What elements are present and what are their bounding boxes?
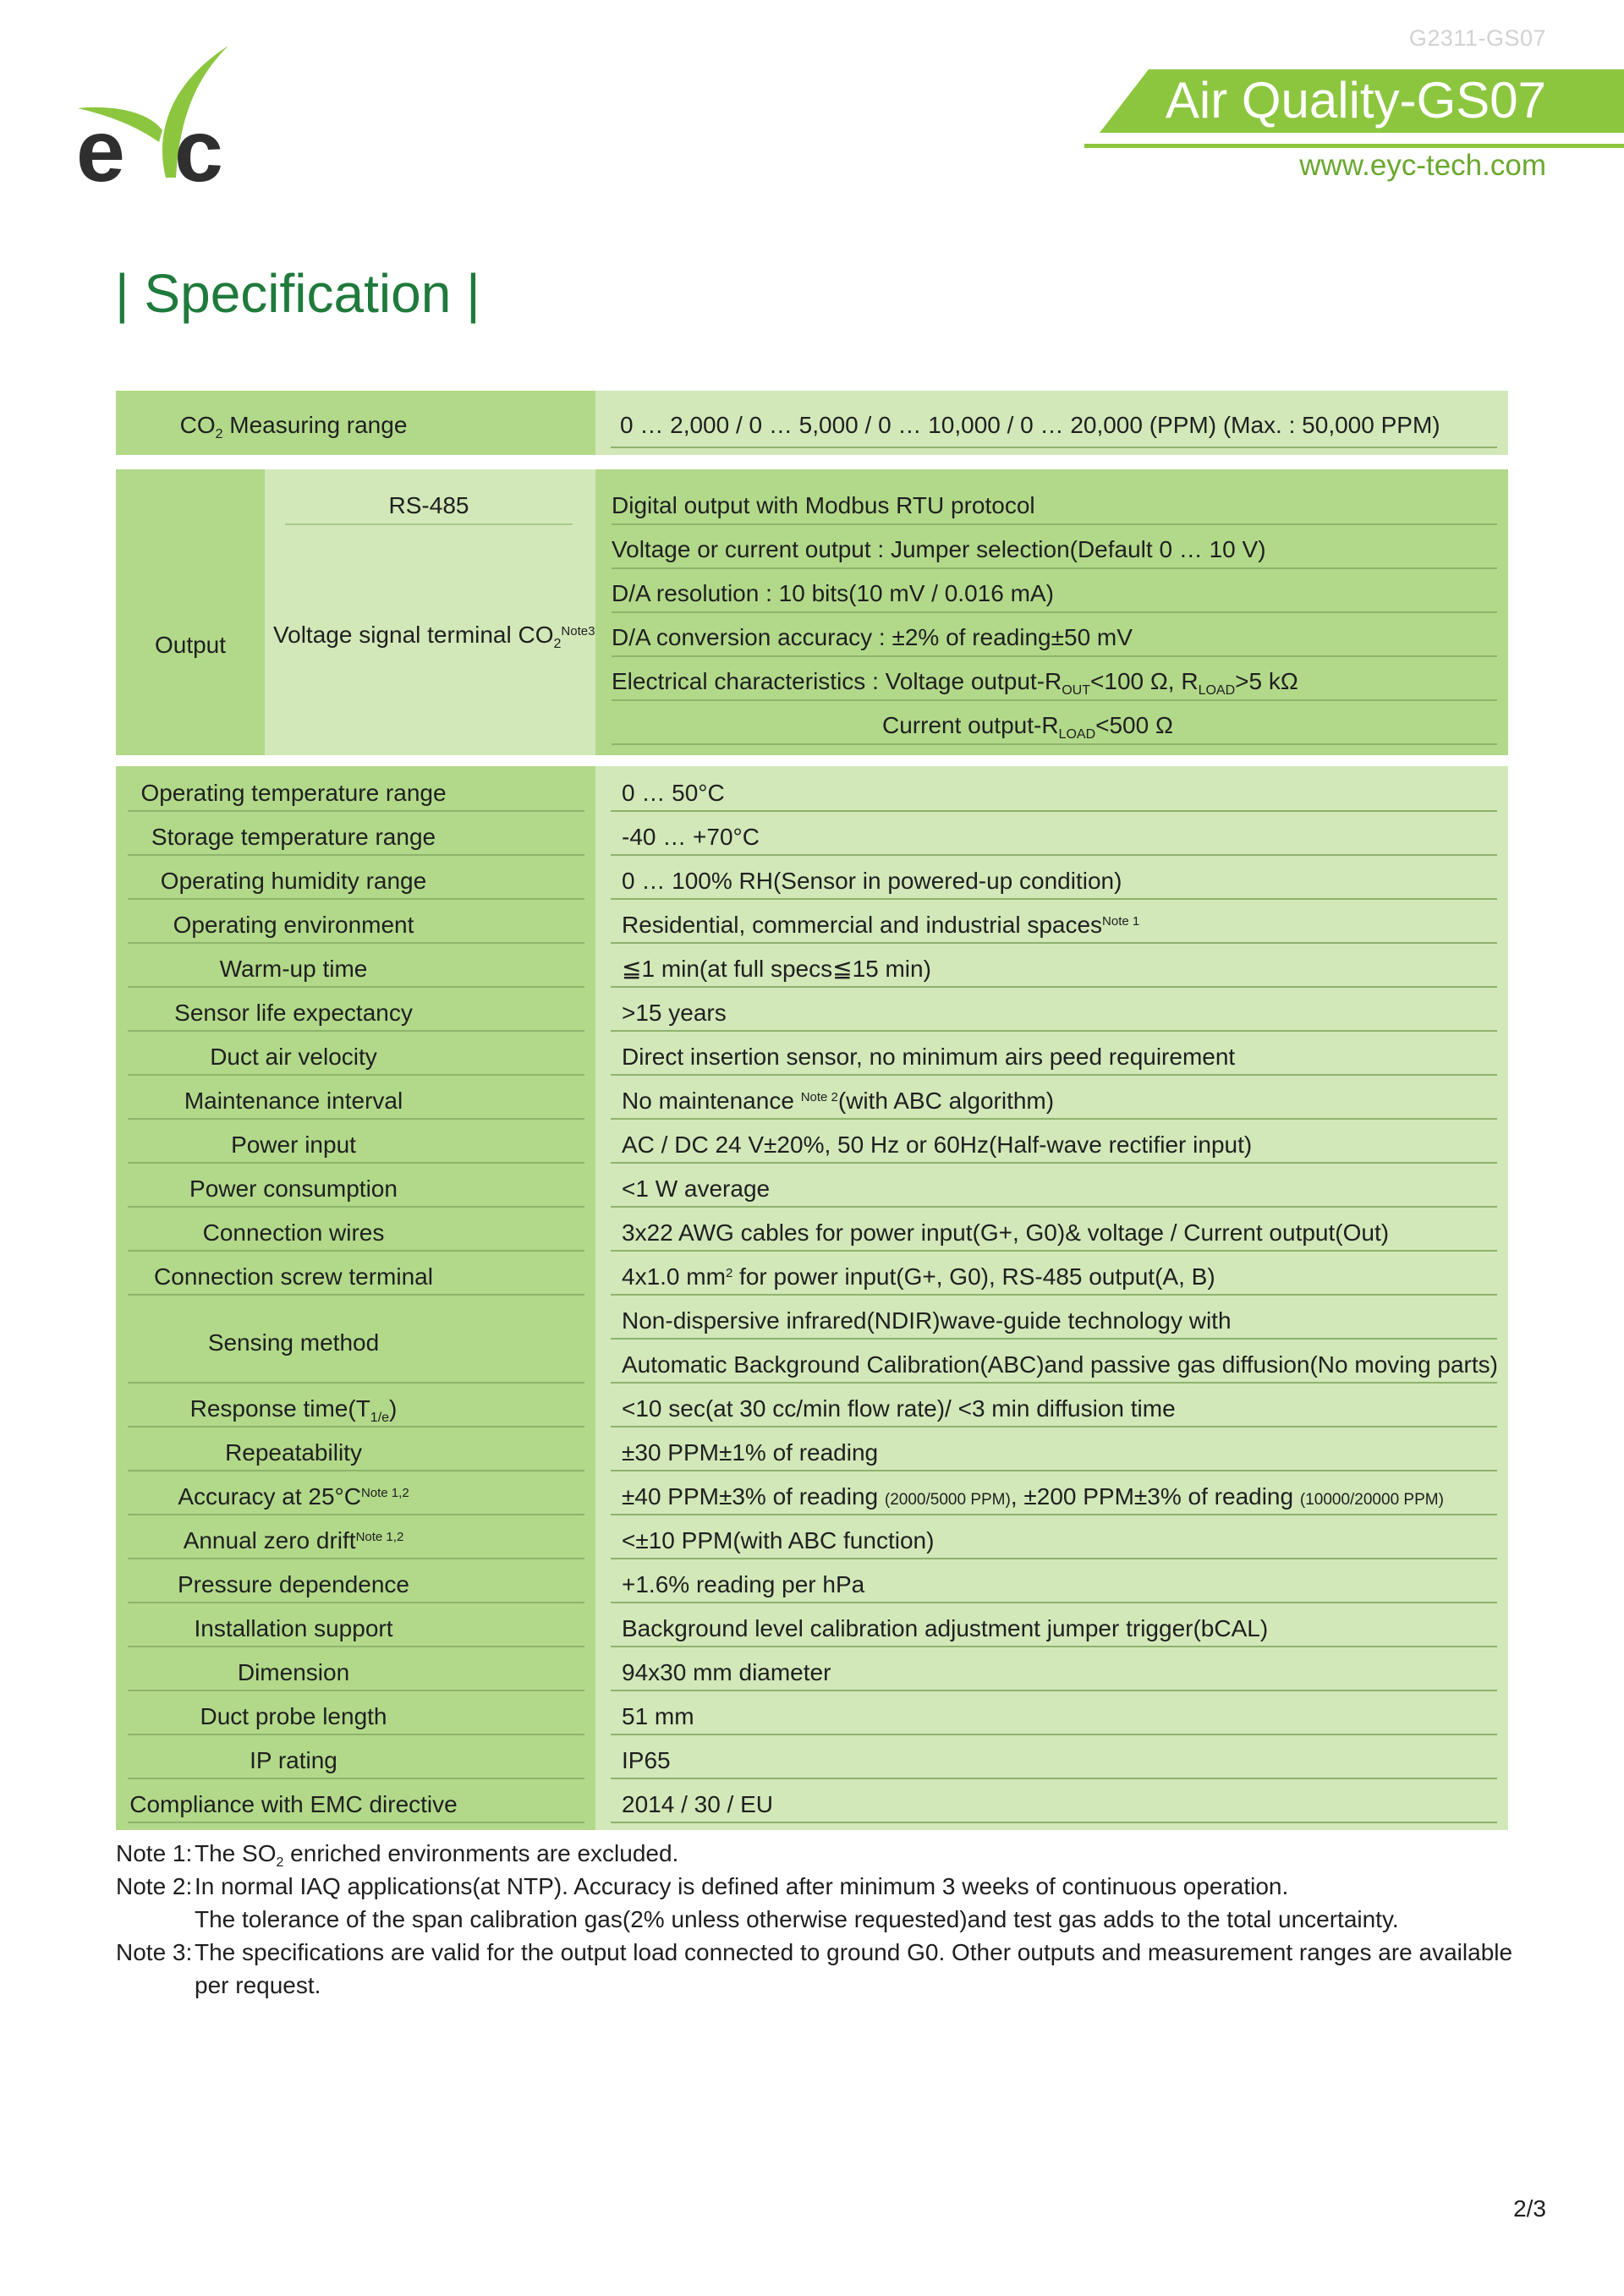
spec-value: <±10 PPM(with ABC function) (622, 1527, 935, 1553)
row-separator-label (128, 1734, 584, 1735)
spec-value: AC / DC 24 V±20%, 50 Hz or 60Hz(Half-wave rectifier input) (622, 1132, 1253, 1158)
row-separator-label (128, 986, 584, 988)
document-title: Air Quality-GS07 (1165, 72, 1546, 129)
row-separator-label (128, 1206, 584, 1208)
row-separator-label (128, 1514, 584, 1515)
row-separator-label (128, 898, 584, 900)
spec-value: Background level calibration adjustment jumper trigger(bCAL) (622, 1615, 1269, 1641)
row-separator-label (128, 1294, 584, 1296)
row-separator-value (611, 1602, 1497, 1603)
note-2: Note 2:In normal IAQ applications(at NTP). Accuracy is defined after minimum 3 weeks of continuous operation. (116, 1873, 1289, 1899)
da-resolution-value: D/A resolution : 10 bits(10 mV / 0.016 mA) (612, 580, 1054, 606)
note-3: Note 3:The specifications are valid for the output load connected to ground G0. Other outputs and measurement ranges are available (116, 1939, 1513, 1965)
spec-value: Non-dispersive infrared(NDIR)wave-guide technology with (622, 1307, 1232, 1334)
row-separator-value (611, 1338, 1497, 1340)
row-separator-value (611, 1734, 1497, 1735)
row-separator-label (128, 1250, 584, 1252)
row-separator-label (128, 1118, 584, 1120)
spec-label: Response $time(T_{1/e})$ (189, 1395, 398, 1425)
row-separator-label (128, 1470, 584, 1471)
row-separator-label (128, 1382, 584, 1384)
row-separator-value (611, 1074, 1497, 1076)
spec-label: Connection screw terminal (154, 1263, 433, 1290)
output-group-label: Output (154, 632, 227, 658)
row-separator-value (611, 1382, 1497, 1384)
rs485-label: RS-485 (388, 492, 469, 518)
spec-table (116, 766, 1508, 1830)
row-separator-value (611, 1690, 1497, 1691)
spec-label: Operating temperature range (140, 780, 447, 806)
row-separator-value (611, 854, 1497, 856)
row-separator-label (128, 1822, 584, 1823)
row-separator-value (611, 1118, 1497, 1120)
spec-value: 94x30 mm diameter (622, 1659, 831, 1685)
spec-label: Power input (231, 1132, 356, 1158)
spec-value: 4x1.0 $mm^2$ for power input(G+, G0), RS-485 output(A, B) (622, 1263, 1215, 1290)
row-separator-value (611, 1646, 1497, 1647)
spec-label: IP rating (250, 1747, 337, 1773)
output-jumper-value: Voltage or current output : Jumper selection(Default 0 … 10 V) (612, 536, 1266, 562)
note-2-continued: The tolerance of the span calibration gas(2% unless otherwise requested)and test gas adds to the total uncertainty. (195, 1906, 1399, 1932)
row-separator-label (128, 1030, 584, 1032)
row-separator-value (611, 942, 1497, 944)
electrical-characteristics-value: Electrical characteristics : Voltage output-$R_{OUT}<100$ Ω, $R_{LOAD}>5$ kΩ (612, 668, 1298, 698)
row-separator-value (611, 898, 1497, 900)
row-separator-value (611, 986, 1497, 988)
spec-label: Duct probe length (200, 1703, 387, 1729)
row-separator-label (128, 942, 584, 944)
spec-value: ±40 PPM±3% of reading (2000/5000 PPM), ±200 PPM±3% of reading (10000/20000 PPM) (622, 1483, 1444, 1510)
spec-value: Direct insertion sensor, no minimum airs peed requirement (622, 1044, 1236, 1070)
eyc-logo (74, 42, 244, 195)
spec-label: Compliance with EMC directive (129, 1791, 458, 1817)
spec-value: 3x22 AWG cables for power input(G+, G0)& voltage / Current output(Out) (622, 1219, 1390, 1246)
spec-label: Repeatability (225, 1439, 362, 1466)
spec-label: Warm-up time (219, 956, 368, 982)
spec-value: 0 … 50°C (622, 780, 725, 806)
footnotes (116, 1837, 1512, 2002)
spec-label: Sensing method (207, 1329, 380, 1356)
row-separator-value (611, 810, 1497, 812)
row-separator-label (128, 810, 584, 812)
co2-range-label: $CO_2$ Measuring range (179, 412, 408, 441)
row-separator-value (611, 1778, 1497, 1779)
spec-value: 2014 / 30 / EU (622, 1791, 774, 1817)
spec-label: Installation support (194, 1615, 393, 1641)
banner-underline (1084, 144, 1624, 148)
row-separator-value (611, 1206, 1497, 1208)
row-separator-label (128, 1778, 584, 1779)
spec-label: Accuracy at $25^\circ C^{Note 1,2}$ (178, 1483, 409, 1510)
spec-value: <1 W average (622, 1175, 771, 1202)
spec-label: Duct air velocity (210, 1044, 377, 1070)
row-separator-label (128, 854, 584, 856)
row-separator-value (611, 1162, 1497, 1164)
spec-value: Automatic Background Calibration(ABC)and passive gas diffusion(No moving parts) (622, 1351, 1498, 1378)
row-separator-value (611, 1426, 1497, 1427)
spec-label: Dimension (237, 1659, 350, 1685)
spec-value: ±30 PPM±1% of reading (622, 1439, 879, 1466)
row-separator-label (128, 1602, 584, 1603)
spec-label: Connection wires (202, 1219, 385, 1246)
spec-value: 0 … 100% RH(Sensor in powered-up condition) (622, 868, 1122, 894)
co2-range-value: 0 … 2,000 / 0 … 5,000 / 0 … 10,000 / 0 … 20,000 (PPM) (Max. : 50,000 PPM) (620, 412, 1440, 438)
output-block (116, 469, 1508, 755)
current-output-value: Current output-$R_{LOAD}<500$ Ω (882, 712, 1173, 742)
row-separator-label (128, 1558, 584, 1559)
co2-range-block (116, 391, 1508, 455)
voltage-signal-label: Voltage signal terminal $CO_2^{Note3}$ (273, 622, 595, 651)
note-3-continued: per request. (195, 1972, 321, 1998)
spec-label: Storage temperature range (151, 824, 436, 850)
spec-value: No maintenance $^{Note 2}$(with ABC algorithm) (622, 1088, 1055, 1114)
spec-value: ≦1 min(at full specs≦15 min) (622, 956, 931, 982)
spec-label: Maintenance interval (184, 1088, 403, 1114)
row-separator-value (611, 1250, 1497, 1252)
spec-value: -40 … +70°C (622, 824, 760, 850)
spec-value: >15 years (622, 1000, 727, 1026)
spec-value: 51 mm (622, 1703, 694, 1729)
spec-label: Power consumption (189, 1175, 398, 1202)
spec-label: Operating environment (173, 912, 414, 938)
rs485-value: Digital output with Modbus RTU protocol (612, 492, 1035, 518)
row-separator-value (611, 1470, 1497, 1471)
spec-label: Annual zero drift$^{Note 1,2}$ (183, 1527, 404, 1553)
note-1: Note 1:The $SO_2$ enriched environments are excluded. (116, 1840, 679, 1870)
row-separator-label (128, 1074, 584, 1076)
spec-value: Residential, commercial and industrial spaces$^{Note 1}$ (622, 912, 1140, 938)
svg-text:e: e (76, 102, 125, 195)
row-separator-value (611, 1558, 1497, 1559)
website-link[interactable]: www.eyc-tech.com (1299, 149, 1546, 182)
spec-value: <10 sec(at 30 cc/min flow rate)/ <3 min diffusion time (622, 1395, 1176, 1422)
row-separator-label (128, 1162, 584, 1164)
row-separator-value (611, 1514, 1497, 1515)
spec-label: Operating humidity range (160, 868, 427, 894)
spec-value: IP65 (622, 1747, 671, 1773)
document-code: G2311-GS07 (1408, 25, 1546, 51)
row-separator-label (128, 1646, 584, 1647)
page-number: 2/3 (1513, 2195, 1546, 2222)
spec-label: Sensor life expectancy (174, 1000, 413, 1026)
spec-label: Pressure dependence (178, 1571, 409, 1597)
row-separator-label (128, 1690, 584, 1691)
row-separator-value (611, 1030, 1497, 1032)
row-separator-value (611, 1822, 1497, 1823)
section-heading: | Specification | (115, 263, 480, 324)
row-separator-value (611, 1294, 1497, 1296)
spec-value: +1.6% reading per hPa (622, 1571, 865, 1597)
row-separator-label (128, 1426, 584, 1427)
da-accuracy-value: D/A conversion accuracy : ±2% of reading±50 mV (612, 624, 1133, 650)
svg-text:c: c (174, 102, 223, 195)
